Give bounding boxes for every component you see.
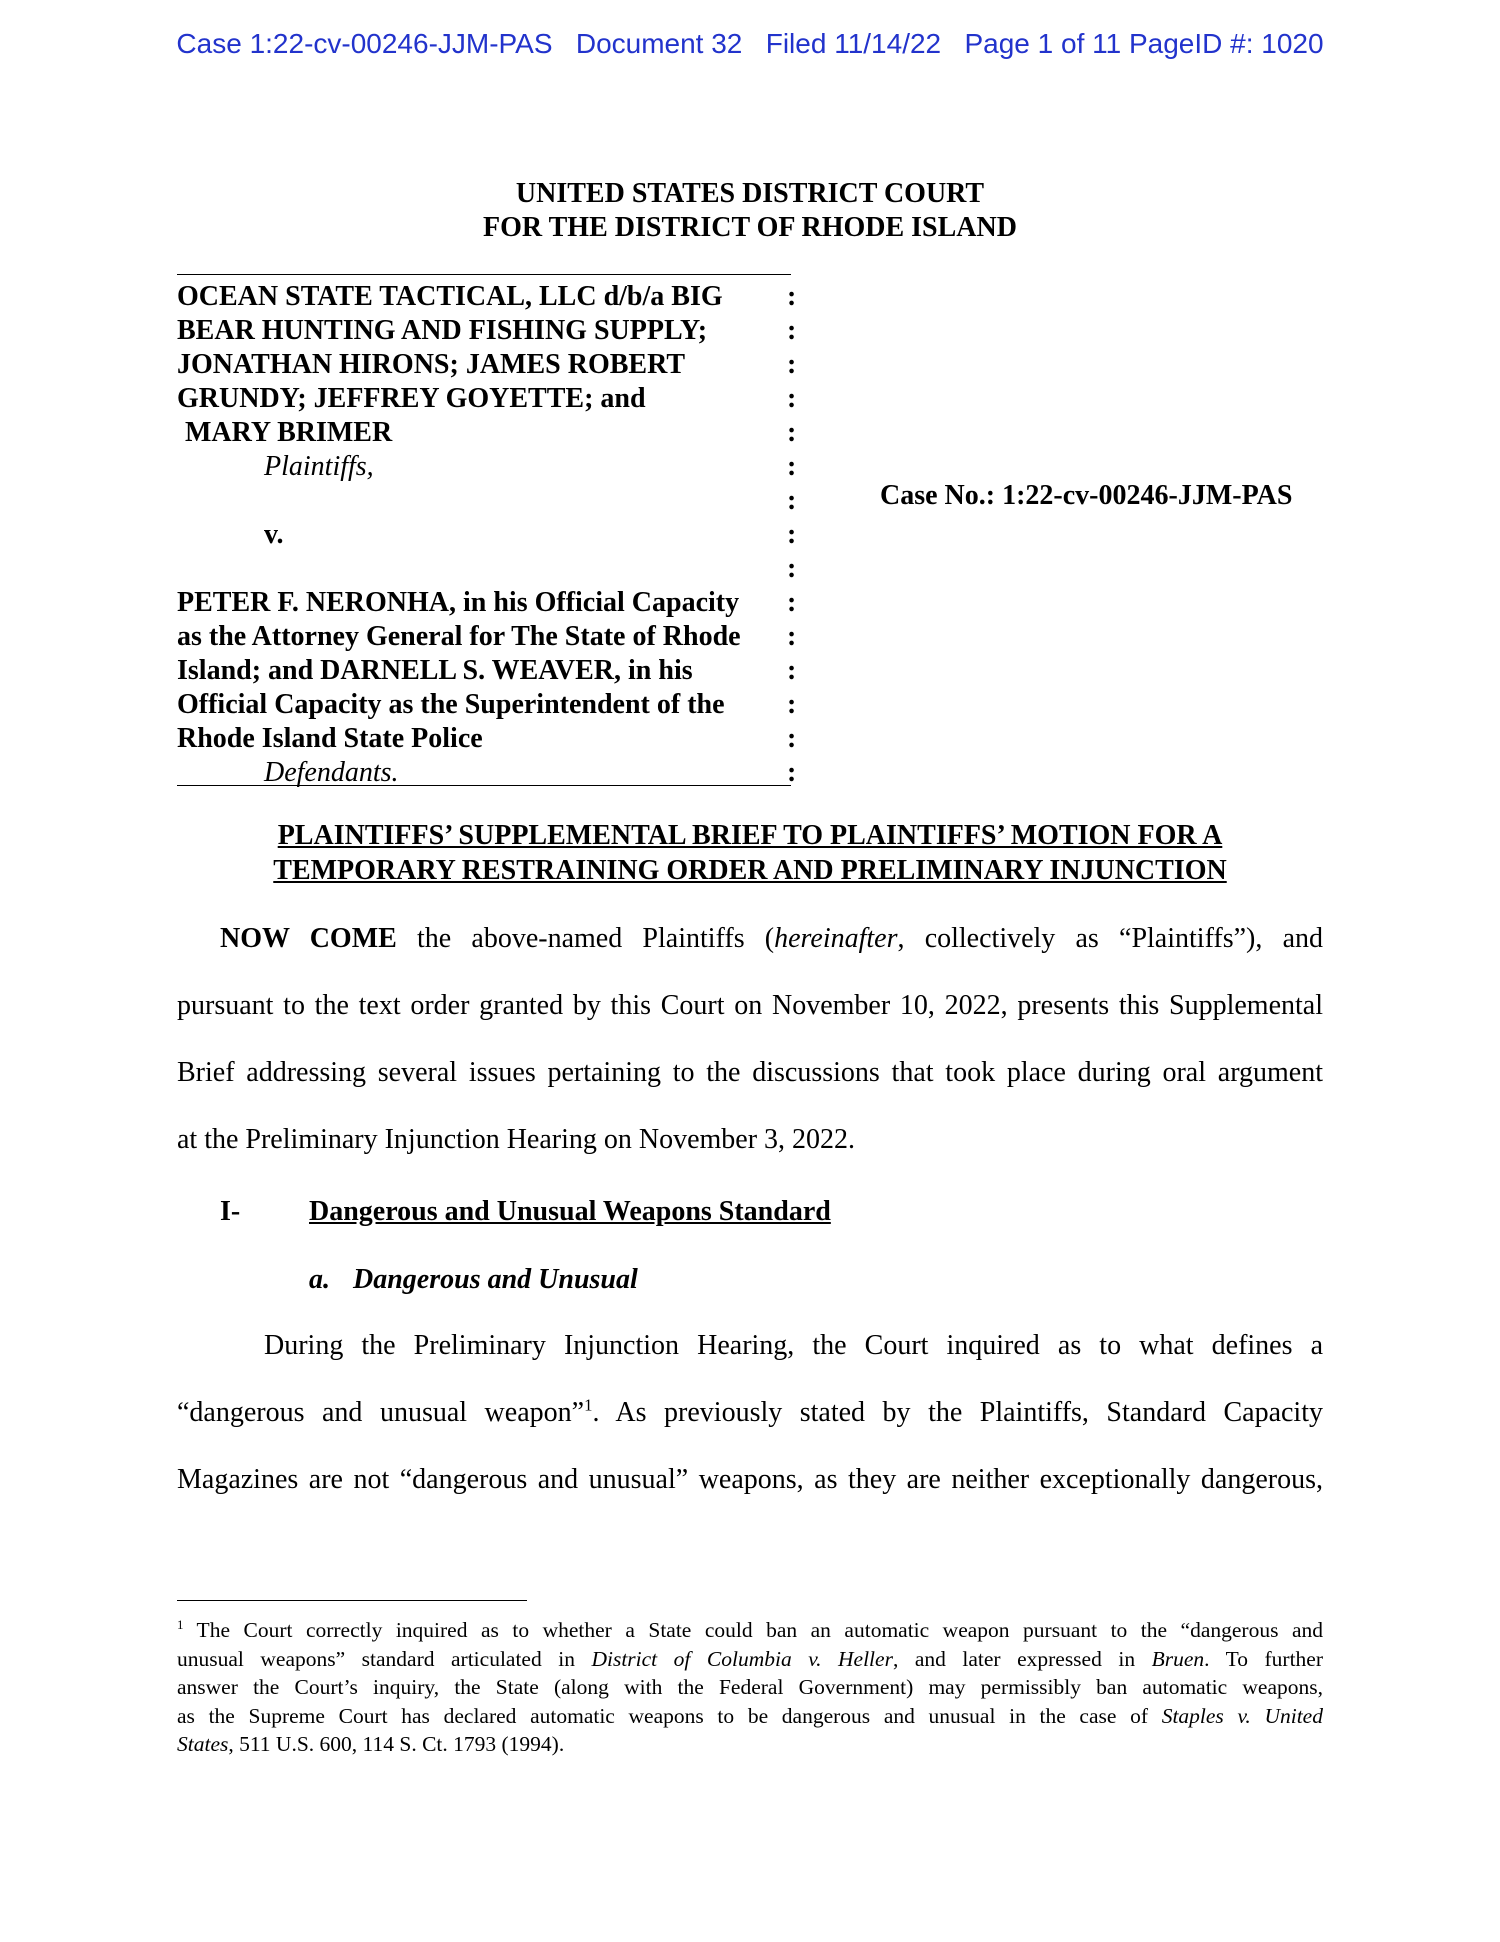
- footnote-rule: [177, 1600, 527, 1601]
- intro-line: [177, 905, 1323, 972]
- versus: v.: [264, 519, 284, 550]
- defendants-label: Defendants.: [264, 757, 399, 788]
- header-case-number: Case 1:22-cv-00246-JJM-PAS: [176, 28, 553, 59]
- footnote-line: [177, 1616, 1323, 1645]
- footnote-text: , 511 U.S. 600, 114 S. Ct. 1793 (1994).: [228, 1732, 565, 1756]
- section-title: Dangerous and Unusual Weapons Standard: [309, 1196, 831, 1227]
- caption-colon: :: [787, 417, 797, 448]
- footnote-ref[interactable]: 1: [584, 1395, 593, 1415]
- intro-line: pursuant to the text order granted by this Court on November 10, 2022, presents this Supplemental: [177, 990, 1323, 1021]
- defendant-line: Island; and DARNELL S. WEAVER, in his: [177, 655, 693, 686]
- footnote-text: , and later expressed in: [892, 1646, 1152, 1671]
- defendant-line: Official Capacity as the Superintendent of the: [177, 689, 725, 720]
- footnote-text: as the Supreme Court has declared automatic weapons to be dangerous and unusual in the case of: [177, 1703, 1162, 1728]
- caption-colon: :: [787, 315, 797, 346]
- body-line: Magazines are not “dangerous and unusual” weapons, as they are neither exceptionally dangerous,: [177, 1464, 1323, 1495]
- footnote-text: . To further: [1204, 1646, 1323, 1671]
- defendant-line: as the Attorney General for The State of Rhode: [177, 621, 741, 652]
- caption-colon: :: [787, 723, 797, 754]
- caption-colon: :: [787, 349, 797, 380]
- case-citation: Bruen: [1151, 1646, 1205, 1671]
- caption-colon: :: [787, 383, 797, 414]
- defendant-line: Rhode Island State Police: [177, 723, 483, 754]
- footnote-text: The Court correctly inquired as to whether a State could ban an automatic weapon pursuant to the “dangerous and: [183, 1618, 1323, 1642]
- intro-italic: hereinafter: [774, 923, 898, 954]
- intro-line: at the Preliminary Injunction Hearing on November 3, 2022.: [177, 1124, 856, 1155]
- caption-colon: :: [787, 655, 797, 686]
- body-text: . As previously stated by the Plaintiffs, Standard Capacity: [592, 1397, 1323, 1428]
- plaintiff-line: MARY BRIMER: [185, 417, 393, 448]
- defendant-line: PETER F. NERONHA, in his Official Capacity: [177, 587, 740, 618]
- caption-colon: :: [787, 519, 797, 550]
- header-page: Page 1 of 11: [964, 28, 1122, 59]
- caption-colon: :: [787, 757, 797, 788]
- intro-text: the above-named Plaintiffs (: [396, 923, 775, 954]
- plaintiff-line: BEAR HUNTING AND FISHING SUPPLY;: [177, 315, 708, 346]
- plaintiff-line: GRUNDY; JEFFREY GOYETTE; and: [177, 383, 646, 414]
- plaintiff-line: OCEAN STATE TACTICAL, LLC d/b/a BIG: [177, 281, 723, 312]
- section-number: I-: [220, 1196, 241, 1227]
- footnote-marker: 1: [177, 1617, 184, 1632]
- footnote-line: [177, 1730, 1323, 1759]
- plaintiff-line: JONATHAN HIRONS; JAMES ROBERT: [177, 349, 685, 380]
- caption-top-rule: [177, 274, 791, 275]
- intro-paragraph: [177, 905, 1323, 1173]
- caption-colon: :: [787, 485, 797, 516]
- body-paragraph: [177, 1312, 1323, 1513]
- caption-bottom-rule: [177, 785, 791, 786]
- brief-title-line2: TEMPORARY RESTRAINING ORDER AND PRELIMINARY INJUNCTION: [273, 855, 1227, 886]
- intro-text: , collectively as “Plaintiffs”), and: [897, 923, 1323, 954]
- brief-title-line1: PLAINTIFFS’ SUPPLEMENTAL BRIEF TO PLAINTIFFS’ MOTION FOR A: [277, 820, 1223, 851]
- header-document: Document 32: [575, 28, 743, 59]
- ecf-header: [0, 28, 1500, 60]
- subsection-label: a.: [309, 1264, 330, 1295]
- court-name: UNITED STATES DISTRICT COURT: [515, 178, 985, 209]
- caption-colon-column: [787, 280, 796, 790]
- subsection-title: Dangerous and Unusual: [353, 1264, 638, 1295]
- header-pageid: PageID #: 1020: [1128, 28, 1324, 59]
- case-citation: States: [177, 1732, 229, 1756]
- caption-colon: :: [787, 689, 797, 720]
- footnote-text: unusual weapons” standard articulated in: [177, 1646, 592, 1671]
- footnote-line: answer the Court’s inquiry, the State (along with the Federal Government) may permissibly ban automatic weapons,: [177, 1675, 1323, 1699]
- court-district: FOR THE DISTRICT OF RHODE ISLAND: [483, 212, 1017, 243]
- intro-lead: NOW COME: [220, 923, 397, 954]
- header-filed-date: Filed 11/14/22: [765, 28, 942, 59]
- caption-colon: :: [787, 621, 797, 652]
- caption-colon: :: [787, 553, 797, 584]
- case-citation: District of Columbia v. Heller: [591, 1646, 893, 1671]
- case-number: Case No.: 1:22-cv-00246-JJM-PAS: [880, 480, 1293, 511]
- footnote-line: [177, 1702, 1323, 1731]
- body-line: [177, 1379, 1323, 1446]
- body-line: During the Preliminary Injunction Hearing, the Court inquired as to what defines a: [264, 1330, 1323, 1361]
- footnote-line: [177, 1645, 1323, 1674]
- caption-colon: :: [787, 281, 797, 312]
- body-text: “dangerous and unusual weapon”: [177, 1397, 585, 1428]
- caption-colon: :: [787, 587, 797, 618]
- intro-line: Brief addressing several issues pertaining to the discussions that took place during oral argument: [177, 1057, 1323, 1088]
- caption-colon: :: [787, 451, 797, 482]
- plaintiffs-label: Plaintiffs,: [264, 451, 374, 482]
- case-citation: Staples v. United: [1161, 1703, 1323, 1728]
- footnote: [177, 1616, 1323, 1759]
